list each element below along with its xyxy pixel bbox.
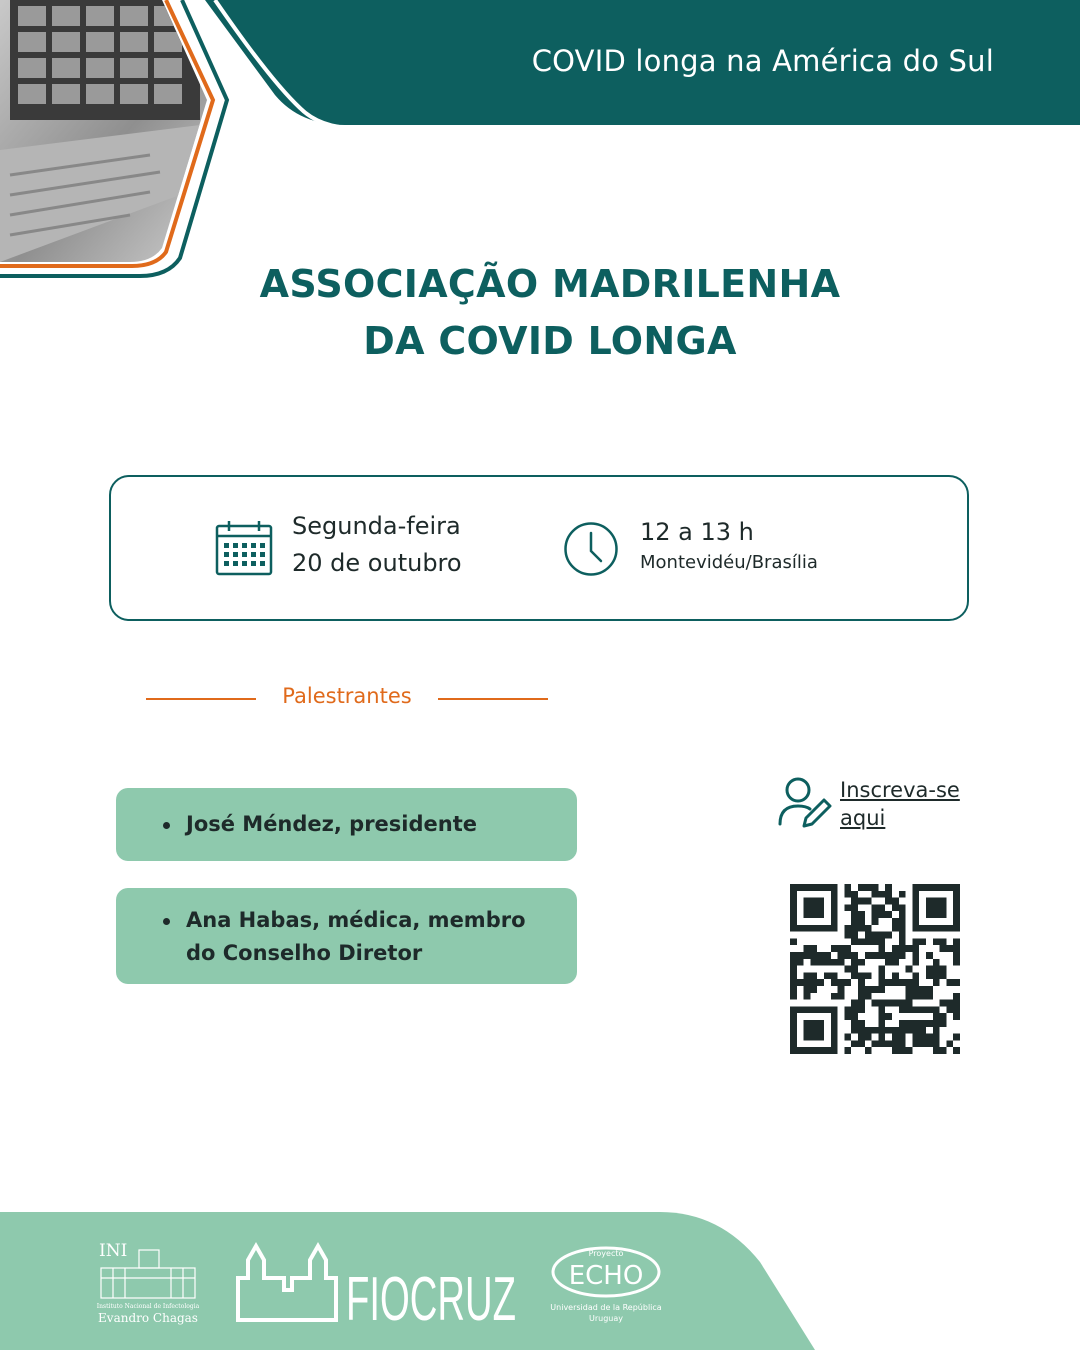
event-title-line2: DA COVID LONGA xyxy=(363,319,737,363)
speaker-name: José Méndez, presidente xyxy=(186,812,478,836)
event-title xyxy=(0,256,1080,370)
qr-code[interactable] xyxy=(790,884,960,1054)
speakers-heading: Palestrantes xyxy=(282,684,412,708)
event-day: Segunda-feira xyxy=(292,512,461,540)
ini-sub: Evandro Chagas xyxy=(98,1311,198,1325)
event-timezone: Montevidéu/Brasília xyxy=(640,552,818,573)
user-edit-icon xyxy=(776,776,832,832)
series-title: COVID longa na América do Sul xyxy=(531,44,994,78)
event-title-line1: ASSOCIAÇÃO MADRILENHA xyxy=(259,262,841,306)
divider-left xyxy=(146,698,256,700)
speaker-card xyxy=(116,788,577,861)
speaker-card xyxy=(116,888,577,984)
event-date: 20 de outubro xyxy=(292,549,462,577)
divider-right xyxy=(438,698,548,700)
fiocruz-text: FIOCRUZ xyxy=(346,1265,516,1324)
echo-main: ECHO xyxy=(568,1261,644,1291)
laptop-photo xyxy=(0,0,240,280)
clock-icon xyxy=(563,521,619,577)
bullet xyxy=(163,918,170,925)
register-link-line2[interactable]: aqui xyxy=(840,806,886,830)
ini-name: Instituto Nacional de Infectologia xyxy=(96,1303,200,1310)
fiocruz-logo xyxy=(234,1240,519,1324)
event-time: 12 a 13 h xyxy=(640,518,754,546)
echo-top: Proyecto xyxy=(588,1249,624,1258)
register-link[interactable] xyxy=(840,776,960,832)
ini-abbr: INI xyxy=(99,1241,128,1261)
ini-logo xyxy=(93,1238,203,1328)
echo-sub2: Uruguay xyxy=(589,1314,623,1323)
speaker-name: Ana Habas, médica, membro xyxy=(186,908,526,932)
calendar-icon xyxy=(215,520,273,576)
echo-logo xyxy=(548,1242,666,1328)
bullet xyxy=(163,822,170,829)
speaker-role: do Conselho Diretor xyxy=(186,941,423,965)
register-link-line1[interactable]: Inscreva-se xyxy=(840,778,960,802)
echo-sub1: Universidad de la República xyxy=(550,1303,662,1312)
